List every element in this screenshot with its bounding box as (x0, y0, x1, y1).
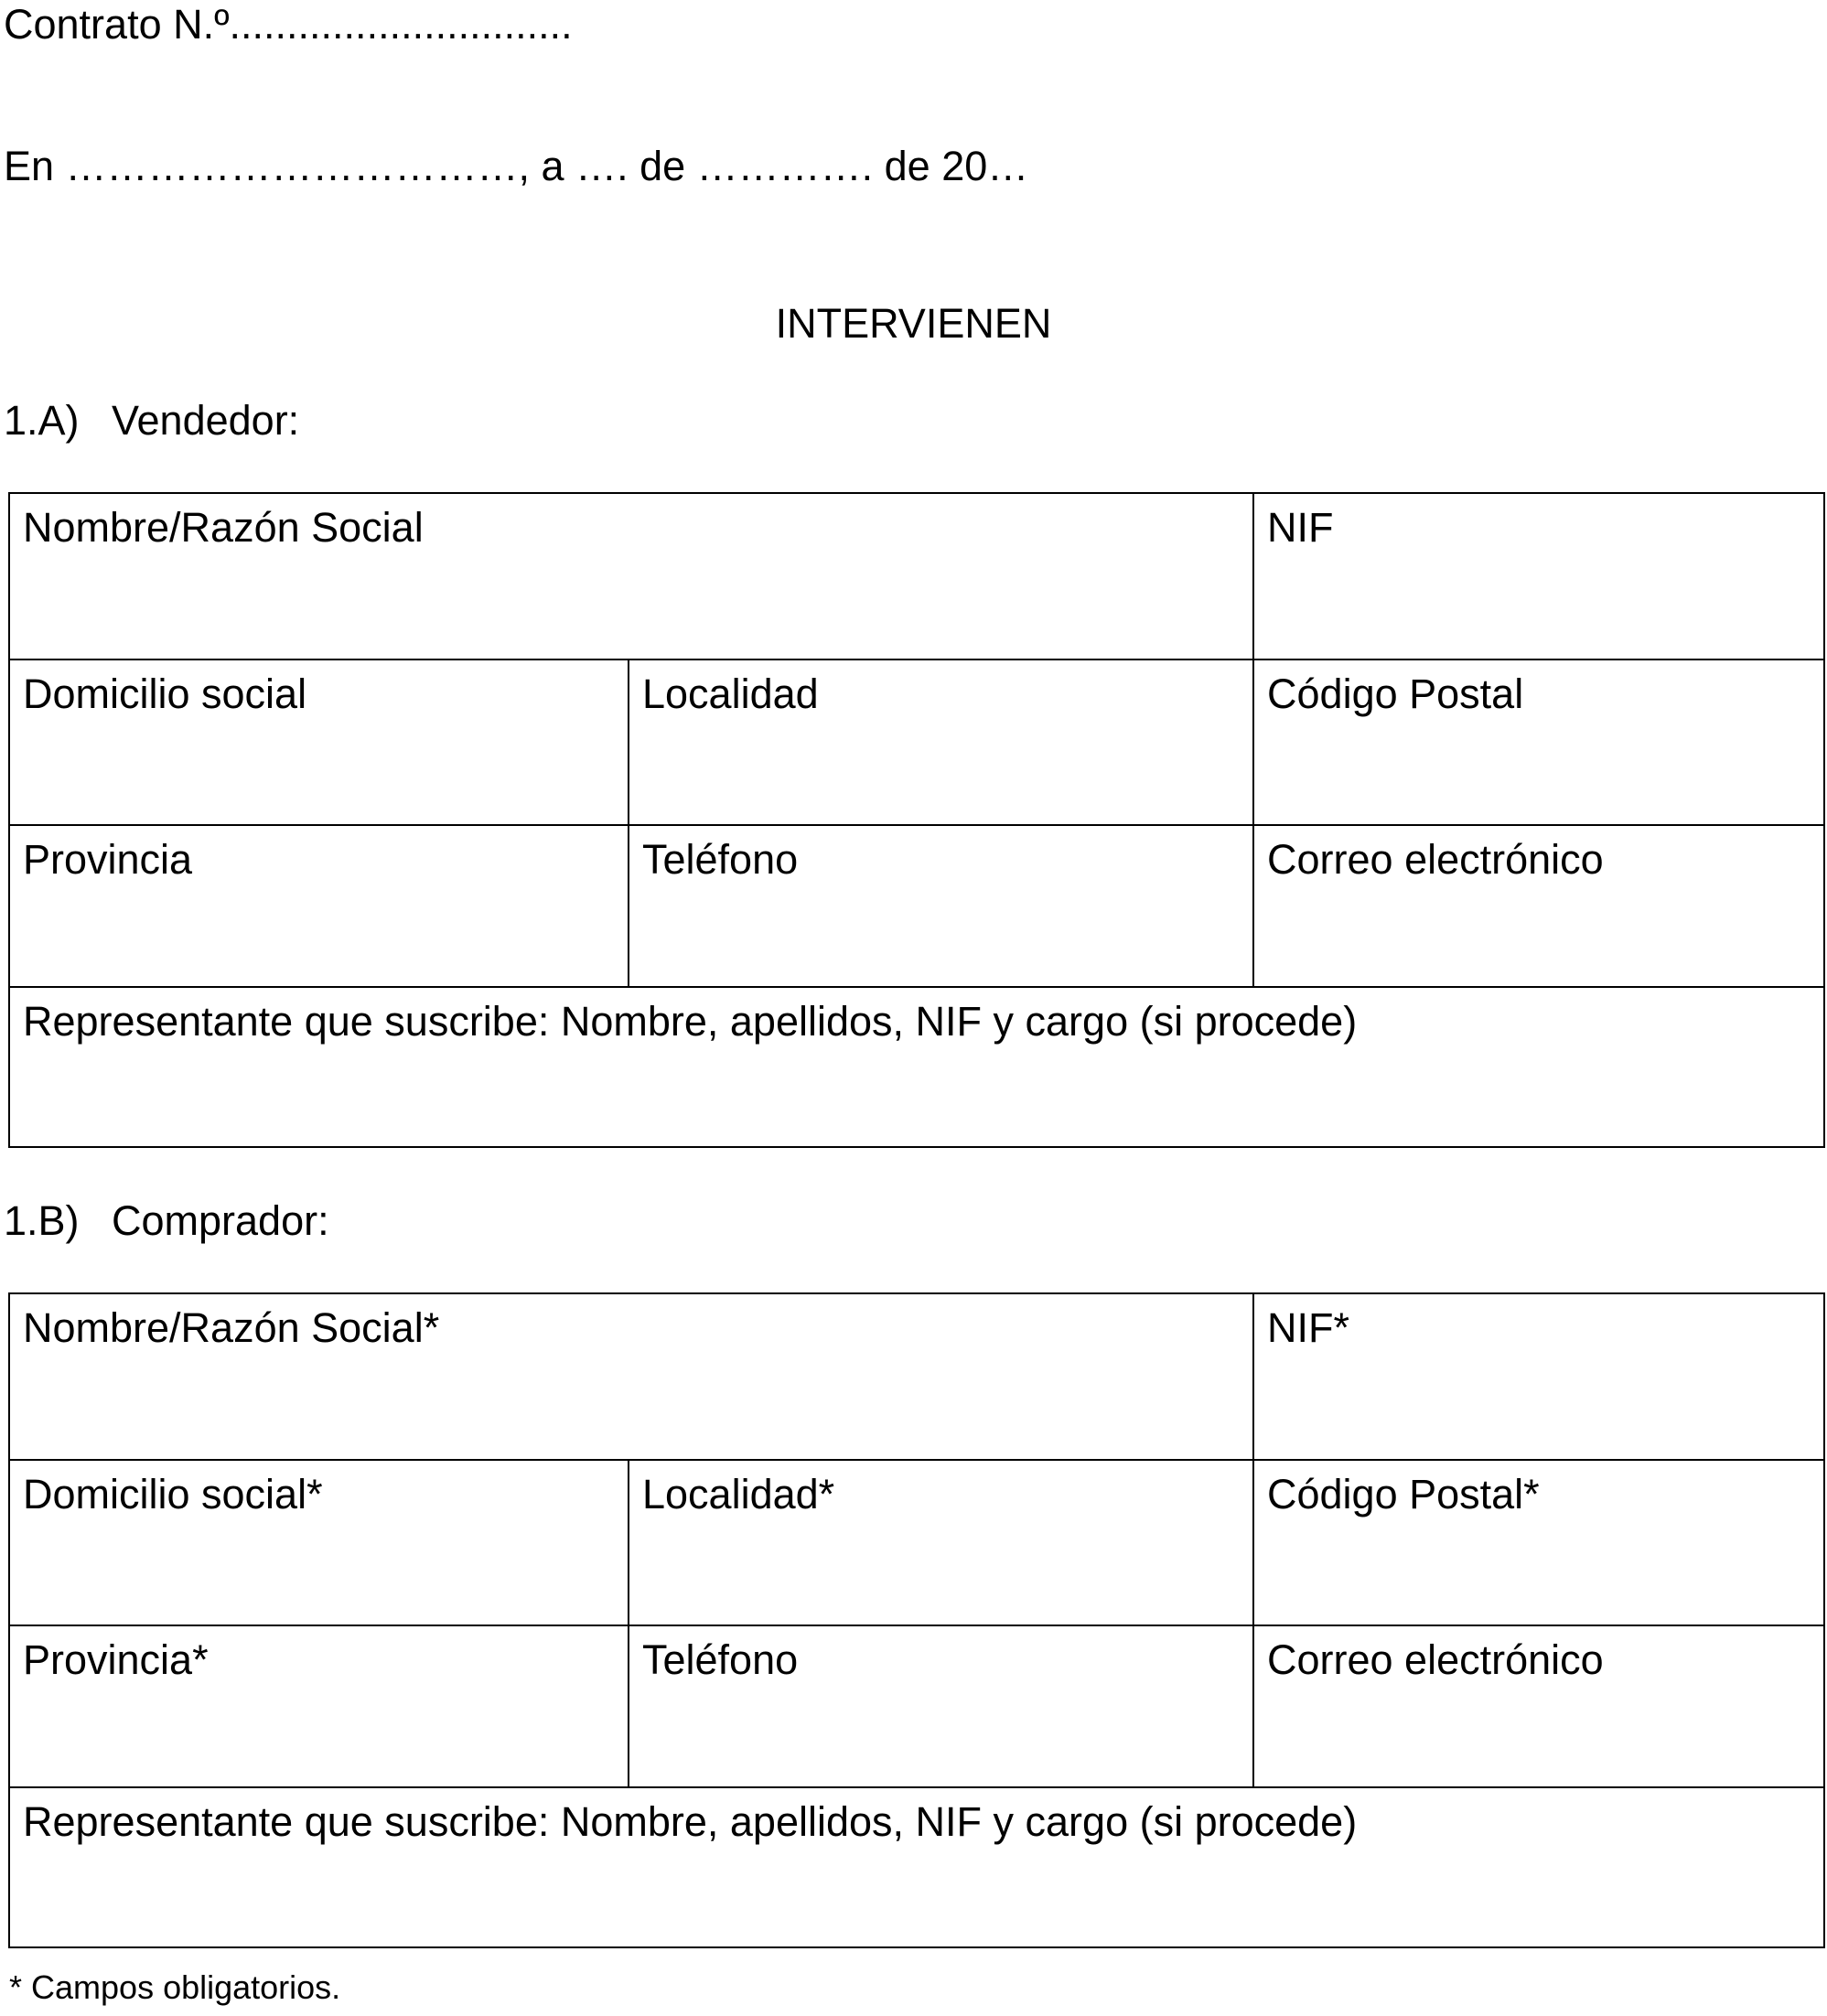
contract-number-line: Contrato N.º.............................. (4, 1, 573, 48)
place-date-line: En ……………………………, a …. de …………. de 20… (4, 143, 1029, 189)
vendedor-codigo-postal-field[interactable]: Código Postal (1253, 659, 1824, 825)
comprador-domicilio-field[interactable]: Domicilio social* (9, 1460, 629, 1625)
comprador-telefono-field[interactable]: Teléfono (629, 1625, 1253, 1787)
comprador-section-number: 1.B) (4, 1197, 80, 1244)
intervienen-heading: INTERVIENEN (775, 300, 1052, 347)
vendedor-section-number: 1.A) (4, 397, 80, 444)
comprador-section-title (4, 1196, 329, 1246)
comprador-codigo-postal-field[interactable]: Código Postal* (1253, 1460, 1824, 1625)
comprador-provincia-field[interactable]: Provincia* (9, 1625, 629, 1787)
vendedor-telefono-field[interactable]: Teléfono (629, 825, 1253, 987)
vendedor-provincia-field[interactable]: Provincia (9, 825, 629, 987)
comprador-representante-field[interactable]: Representante que suscribe: Nombre, apellidos, NIF y cargo (si procede) (9, 1787, 1824, 1947)
vendedor-representante-field[interactable]: Representante que suscribe: Nombre, apellidos, NIF y cargo (si procede) (9, 987, 1824, 1147)
comprador-nif-field[interactable]: NIF* (1253, 1293, 1824, 1460)
vendedor-section-label: Vendedor: (112, 397, 300, 444)
comprador-section-label: Comprador: (112, 1197, 329, 1244)
comprador-localidad-field[interactable]: Localidad* (629, 1460, 1253, 1625)
comprador-nombre-field[interactable]: Nombre/Razón Social* (9, 1293, 1253, 1460)
vendedor-nombre-field[interactable]: Nombre/Razón Social (9, 493, 1253, 659)
comprador-correo-field[interactable]: Correo electrónico (1253, 1625, 1824, 1787)
vendedor-domicilio-field[interactable]: Domicilio social (9, 659, 629, 825)
comprador-table (8, 1292, 1825, 1948)
vendedor-table (8, 492, 1825, 1148)
vendedor-localidad-field[interactable]: Localidad (629, 659, 1253, 825)
vendedor-nif-field[interactable]: NIF (1253, 493, 1824, 659)
mandatory-fields-footnote: * Campos obligatorios. (9, 1968, 341, 2006)
vendedor-correo-field[interactable]: Correo electrónico (1253, 825, 1824, 987)
vendedor-section-title (4, 396, 299, 445)
